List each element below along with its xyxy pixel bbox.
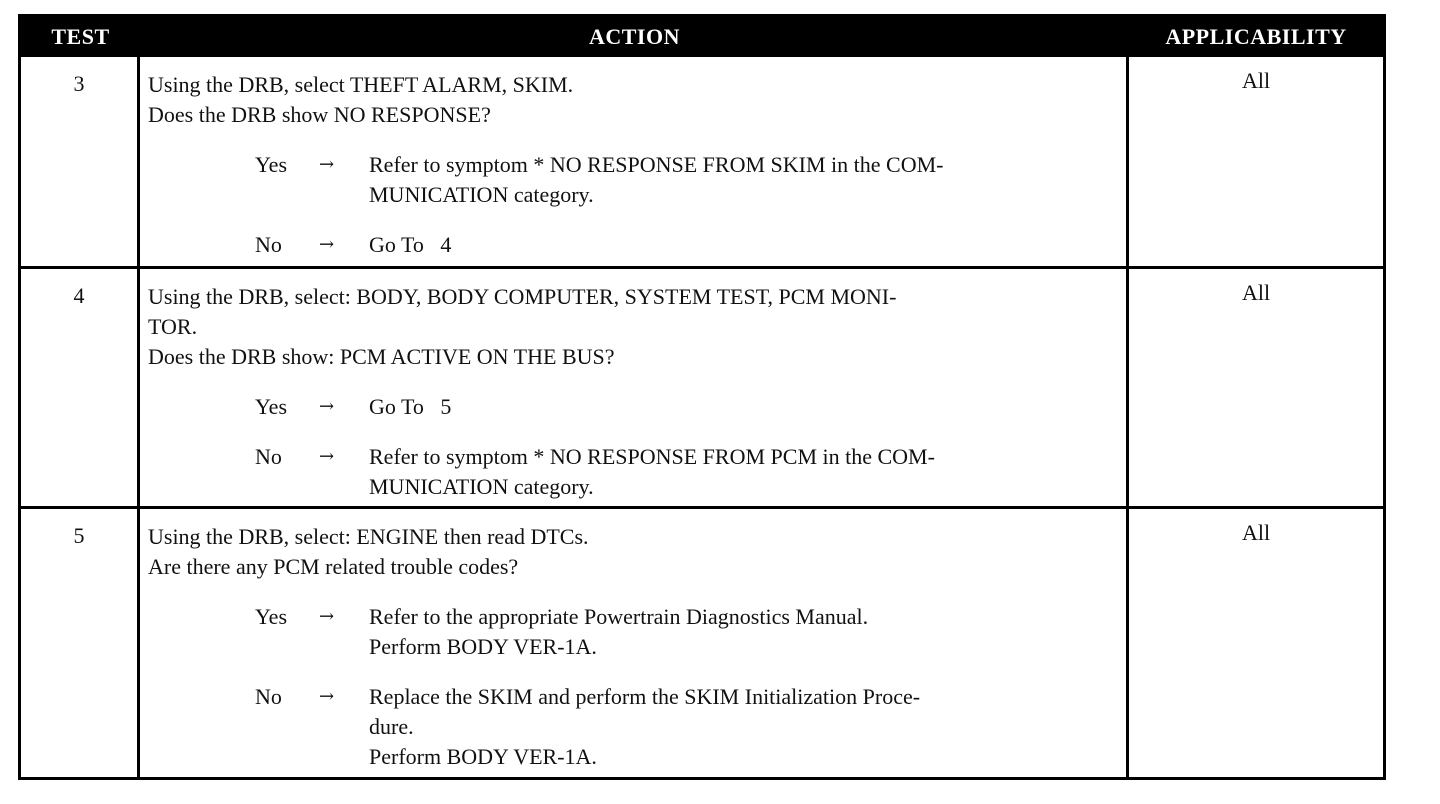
header-applicability: APPLICABILITY: [1165, 24, 1347, 49]
arrow-icon: →: [319, 686, 335, 707]
result-line: Perform BODY VER-1A.: [369, 744, 597, 769]
answer-result: [369, 602, 1126, 662]
answer-no: [148, 682, 1126, 772]
result-line: MUNICATION category.: [369, 182, 594, 207]
result-line: Go To 5: [369, 394, 452, 419]
arrow-icon: →: [319, 606, 335, 627]
header-action: ACTION: [588, 24, 680, 49]
answer-label: No: [255, 232, 282, 257]
action-cell: [140, 509, 1129, 780]
answer-result: [369, 392, 1126, 422]
answer-label: No: [255, 684, 282, 709]
table-row: [21, 269, 1383, 509]
result-line: Perform BODY VER-1A.: [369, 634, 597, 659]
table-header: [21, 17, 1383, 57]
answer-result: [369, 150, 1126, 210]
test-number: 3: [21, 57, 140, 266]
answer-no: [148, 442, 1126, 502]
prompt-line: Using the DRB, select: ENGINE then read DTCs.: [148, 524, 589, 549]
prompt-line: Does the DRB show: PCM ACTIVE ON THE BUS?: [148, 344, 615, 369]
answer-label: Yes: [255, 394, 288, 419]
answer-result: [369, 230, 1126, 260]
prompt-line: Using the DRB, select: BODY, BODY COMPUTER, SYSTEM TEST, PCM MONI-: [148, 284, 897, 309]
applicability-cell: All: [1241, 520, 1271, 545]
answer-result: [369, 442, 1126, 502]
answer-yes: [148, 150, 1126, 210]
result-line: Replace the SKIM and perform the SKIM Initialization Proce-: [369, 684, 921, 709]
result-line: Refer to the appropriate Powertrain Diagnostics Manual.: [369, 604, 869, 629]
result-line: dure.: [369, 714, 414, 739]
prompt-line: Does the DRB show NO RESPONSE?: [148, 102, 491, 127]
test-number: 4: [21, 269, 140, 506]
prompt-line: Are there any PCM related trouble codes?: [148, 554, 519, 579]
test-number: 5: [21, 509, 140, 780]
answer-yes: [148, 392, 1126, 422]
answer-yes: [148, 602, 1126, 662]
prompt-line: TOR.: [148, 314, 198, 339]
answer-label: Yes: [255, 152, 288, 177]
table-row: [21, 509, 1383, 780]
action-cell: [140, 269, 1129, 506]
applicability-cell: All: [1241, 68, 1271, 93]
table-row: [21, 57, 1383, 269]
arrow-icon: →: [319, 396, 335, 417]
arrow-icon: →: [319, 154, 335, 175]
result-line: MUNICATION category.: [369, 474, 594, 499]
answer-label: Yes: [255, 604, 288, 629]
arrow-icon: →: [319, 234, 335, 255]
result-line: Refer to symptom * NO RESPONSE FROM PCM in the COM-: [369, 444, 935, 469]
prompt-line: Using the DRB, select THEFT ALARM, SKIM.: [148, 72, 574, 97]
answer-no: [148, 230, 1126, 260]
answer-result: [369, 682, 1126, 772]
arrow-icon: →: [319, 446, 335, 467]
action-cell: [140, 57, 1129, 266]
answer-label: No: [255, 444, 282, 469]
applicability-cell: All: [1241, 280, 1271, 305]
result-line: Go To 4: [369, 232, 452, 257]
header-test: TEST: [51, 24, 110, 49]
result-line: Refer to symptom * NO RESPONSE FROM SKIM in the COM-: [369, 152, 944, 177]
diagnostic-table: [18, 14, 1386, 780]
